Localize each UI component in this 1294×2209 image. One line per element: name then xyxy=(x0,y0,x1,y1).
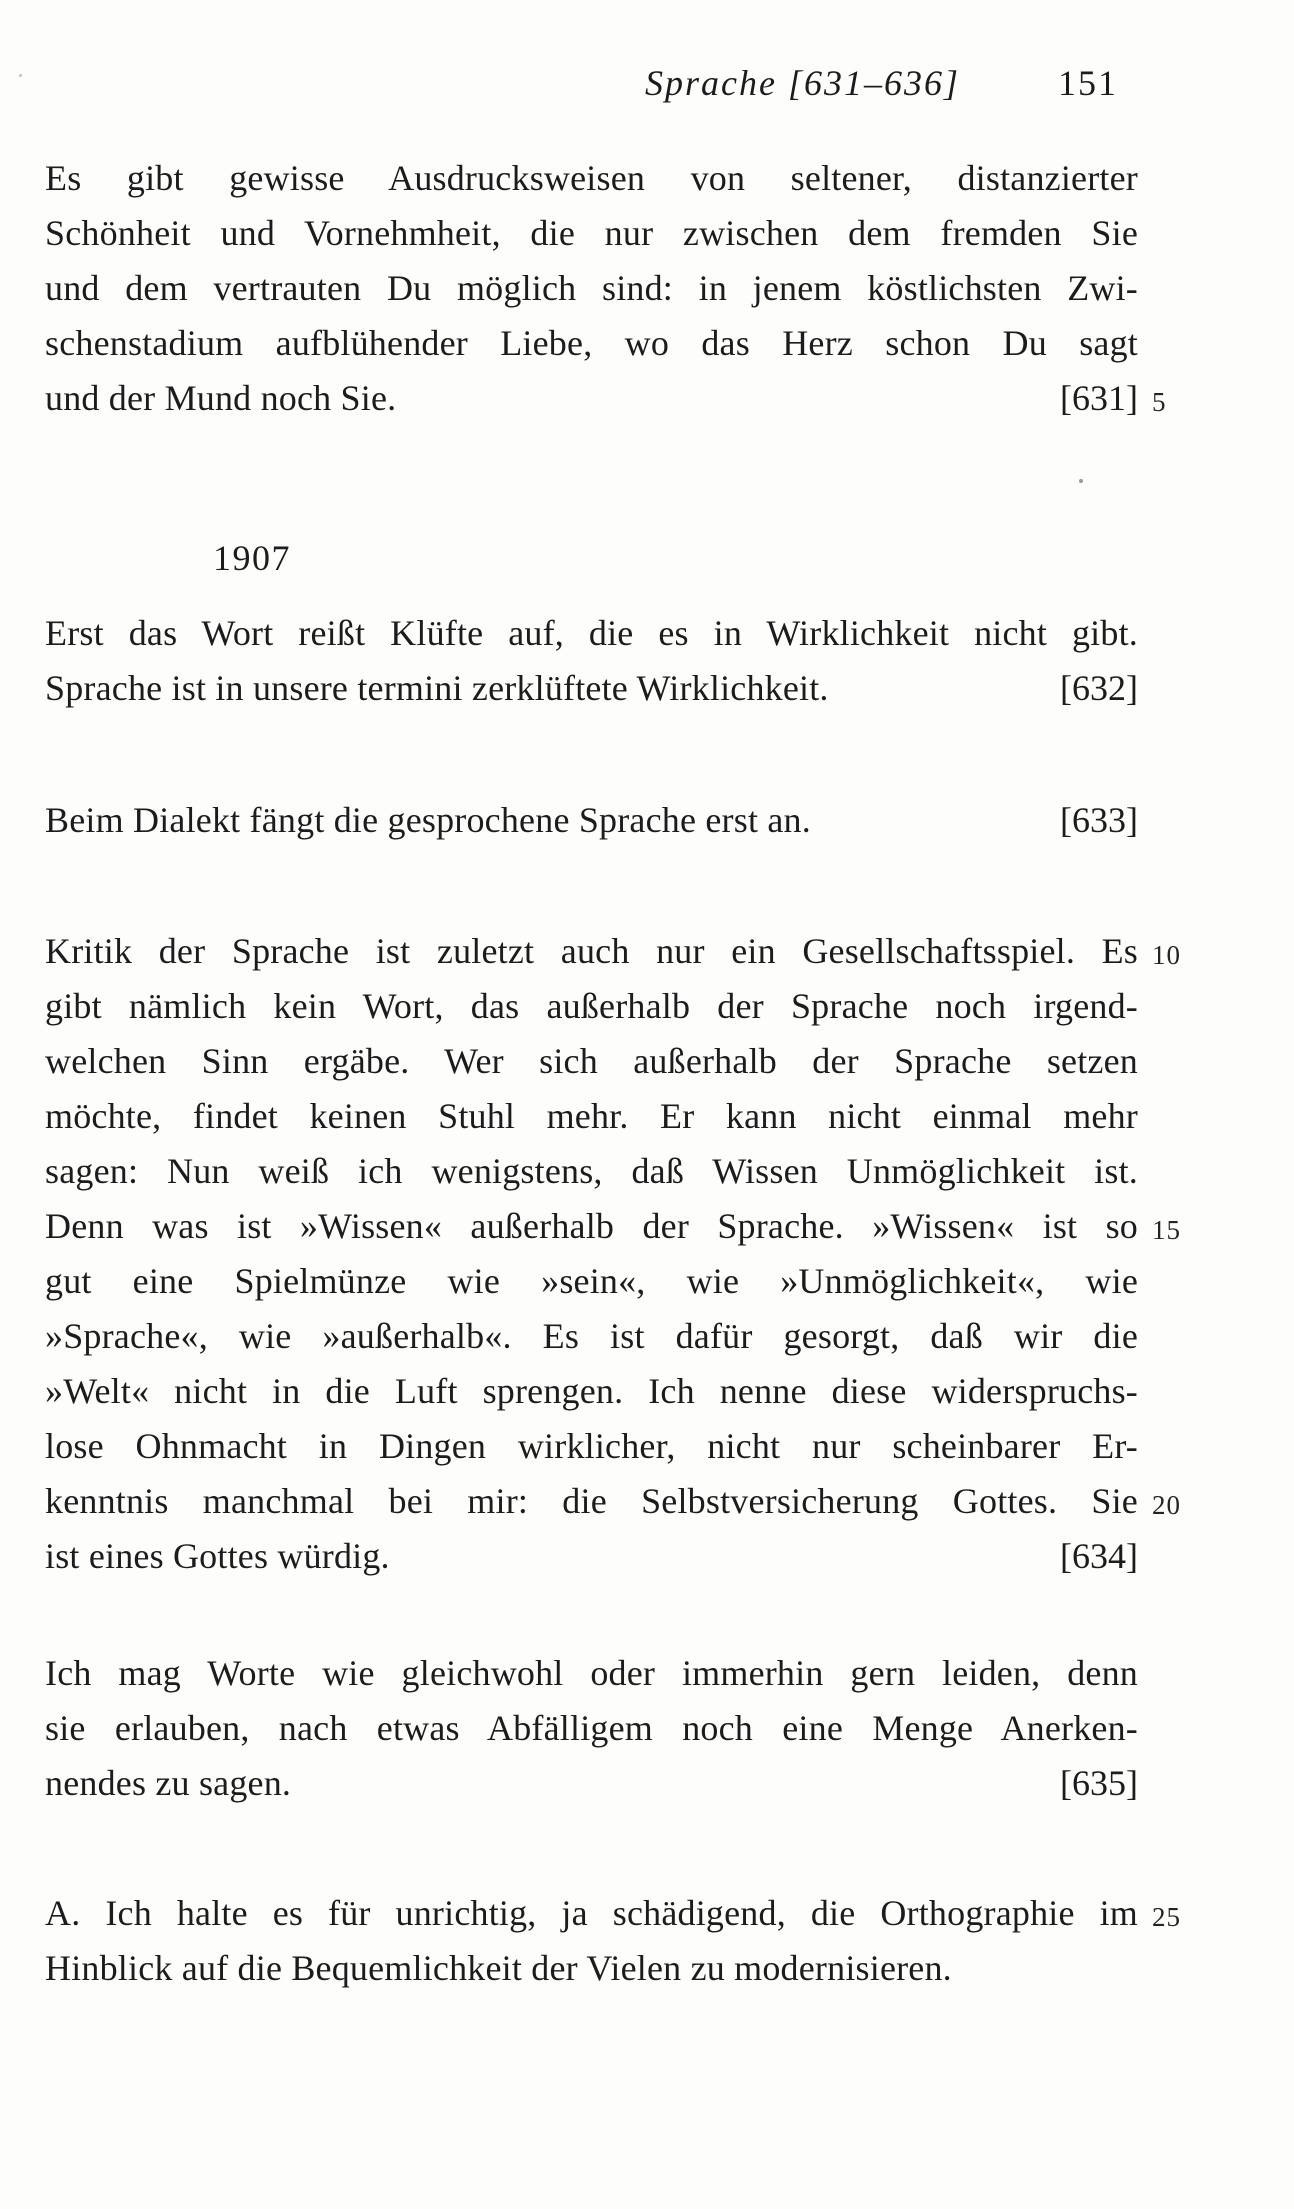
paragraph-634 xyxy=(45,924,1138,1584)
margin-line-number: 25 xyxy=(1152,1902,1181,1932)
paragraph-636 xyxy=(45,1886,1138,1996)
margin-line-number: 5 xyxy=(1152,387,1167,417)
aphorism-ref-631: [631] xyxy=(1060,378,1138,418)
text-line: Kritik der Sprache ist zuletzt auch nur ein Gesellschaftsspiel. Es xyxy=(45,931,1138,971)
page-number: 151 xyxy=(1058,63,1118,103)
text-line: ist eines Gottes würdig. xyxy=(45,1536,390,1576)
text-line: sagen: Nun weiß ich wenigstens, daß Wissen Unmöglichkeit ist. xyxy=(45,1151,1138,1191)
text-line: kenntnis manchmal bei mir: die Selbstversicherung Gottes. Sie xyxy=(45,1481,1138,1521)
text-line: Denn was ist »Wissen« außerhalb der Sprache. »Wissen« ist so xyxy=(45,1206,1138,1246)
text-line: Es gibt gewisse Ausdrucksweisen von seltener, distanzierter xyxy=(45,158,1138,198)
aphorism-ref-632: [632] xyxy=(1060,668,1138,708)
margin-line-number: 20 xyxy=(1152,1490,1181,1520)
aphorism-ref-635: [635] xyxy=(1060,1763,1138,1803)
text-line: A. Ich halte es für unrichtig, ja schädigend, die Orthographie im xyxy=(45,1893,1138,1933)
paragraph-632 xyxy=(45,606,1138,716)
text-line: möchte, findet keinen Stuhl mehr. Er kann nicht einmal mehr xyxy=(45,1096,1138,1136)
text-line: gut eine Spielmünze wie »sein«, wie »Unmöglichkeit«, wie xyxy=(45,1261,1138,1301)
text-line: Sprache ist in unsere termini zerklüftete Wirklichkeit. xyxy=(45,668,829,708)
paragraph-631 xyxy=(45,151,1138,426)
scan-speck xyxy=(1079,479,1083,483)
text-line: und der Mund noch Sie. xyxy=(45,378,397,418)
text-line: sie erlauben, nach etwas Abfälligem noch eine Menge Anerken- xyxy=(45,1708,1138,1748)
scan-speck xyxy=(19,74,22,77)
year-heading: 1907 xyxy=(213,538,291,578)
running-head-title: Sprache [631–636] xyxy=(645,63,960,103)
text-line: lose Ohnmacht in Dingen wirklicher, nicht nur scheinbarer Er- xyxy=(45,1426,1138,1466)
text-line: Ich mag Worte wie gleichwohl oder immerhin gern leiden, denn xyxy=(45,1653,1138,1693)
text-line: schenstadium aufblühender Liebe, wo das Herz schon Du sagt xyxy=(45,323,1138,363)
text-line: Erst das Wort reißt Klüfte auf, die es in Wirklichkeit nicht gibt. xyxy=(45,613,1138,653)
text-line: »Welt« nicht in die Luft sprengen. Ich nenne diese widerspruchs- xyxy=(45,1371,1138,1411)
text-line: Beim Dialekt fängt die gesprochene Sprache erst an. xyxy=(45,800,811,840)
margin-line-number: 10 xyxy=(1152,940,1181,970)
text-line: und dem vertrauten Du möglich sind: in jenem köstlichsten Zwi- xyxy=(45,268,1138,308)
text-line: welchen Sinn ergäbe. Wer sich außerhalb der Sprache setzen xyxy=(45,1041,1138,1081)
text-line: »Sprache«, wie »außerhalb«. Es ist dafür gesorgt, daß wir die xyxy=(45,1316,1138,1356)
text-line: Hinblick auf die Bequemlichkeit der Vielen zu modernisieren. xyxy=(45,1948,952,1988)
text-line: nendes zu sagen. xyxy=(45,1763,292,1803)
paragraph-633 xyxy=(45,793,1138,848)
text-line: gibt nämlich kein Wort, das außerhalb der Sprache noch irgend- xyxy=(45,986,1138,1026)
margin-line-number: 15 xyxy=(1152,1215,1181,1245)
text-line: Schönheit und Vornehmheit, die nur zwischen dem fremden Sie xyxy=(45,213,1138,253)
aphorism-ref-634: [634] xyxy=(1060,1536,1138,1576)
paragraph-635 xyxy=(45,1646,1138,1811)
aphorism-ref-633: [633] xyxy=(1060,800,1138,840)
